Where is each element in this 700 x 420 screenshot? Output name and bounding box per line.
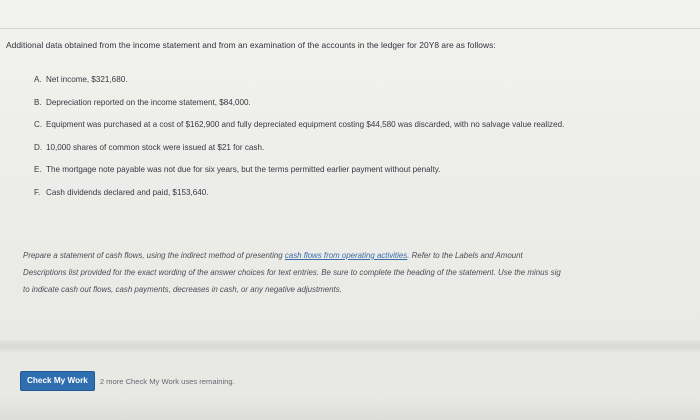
- item-letter: A.: [34, 75, 42, 84]
- check-my-work-button[interactable]: Check My Work: [20, 371, 95, 391]
- instructions-line-3: to indicate cash out flows, cash payments, decreases in cash, or any negative adjustments.: [23, 285, 342, 294]
- intro-text: Additional data obtained from the income statement and from an examination of the accounts in the ledger for 20Y8 are as follows:: [6, 40, 496, 50]
- list-item: [34, 143, 564, 166]
- list-item: [34, 98, 564, 121]
- bottom-shade: [0, 398, 700, 420]
- remaining-uses-text: 2 more Check My Work uses remaining.: [99, 376, 235, 386]
- list-item: [34, 165, 564, 188]
- list-item: [34, 120, 564, 143]
- instructions-text: Prepare a statement of cash flows, using the indirect method of presenting: [23, 251, 285, 260]
- top-divider: [0, 28, 700, 29]
- additional-data-list: [34, 75, 564, 210]
- item-letter: F.: [34, 187, 41, 197]
- instructions-line-1: [23, 247, 700, 264]
- item-text: Net income, $321,680.: [46, 75, 128, 84]
- item-letter: E.: [34, 165, 42, 174]
- list-item: [34, 188, 564, 211]
- instructions: [23, 247, 700, 298]
- list-item: [34, 75, 564, 98]
- item-text: Cash dividends declared and paid, $153,640.: [46, 187, 209, 197]
- operating-activities-link[interactable]: cash flows from operating activities: [284, 251, 408, 260]
- instructions-text: . Refer to the Labels and Amount: [407, 251, 523, 260]
- item-text: 10,000 shares of common stock were issued at $21 for cash.: [46, 142, 265, 152]
- item-text: The mortgage note payable was not due for six years, but the terms permitted earlier payment without penalty.: [46, 165, 441, 174]
- item-letter: B.: [34, 97, 42, 107]
- item-letter: D.: [34, 142, 43, 152]
- content-separator: [0, 340, 700, 352]
- item-text: Equipment was purchased at a cost of $162,900 and fully depreciated equipment costing $44,580 was discarded, with no salvage value realized.: [46, 120, 565, 129]
- item-text: Depreciation reported on the income statement, $84,000.: [46, 97, 251, 107]
- check-my-work-bar: [20, 371, 235, 391]
- item-letter: C.: [34, 120, 43, 129]
- instructions-line-2: Descriptions list provided for the exact wording of the answer choices for text entries. Be sure to complete the heading of the statement. Use the minus sig: [23, 268, 561, 277]
